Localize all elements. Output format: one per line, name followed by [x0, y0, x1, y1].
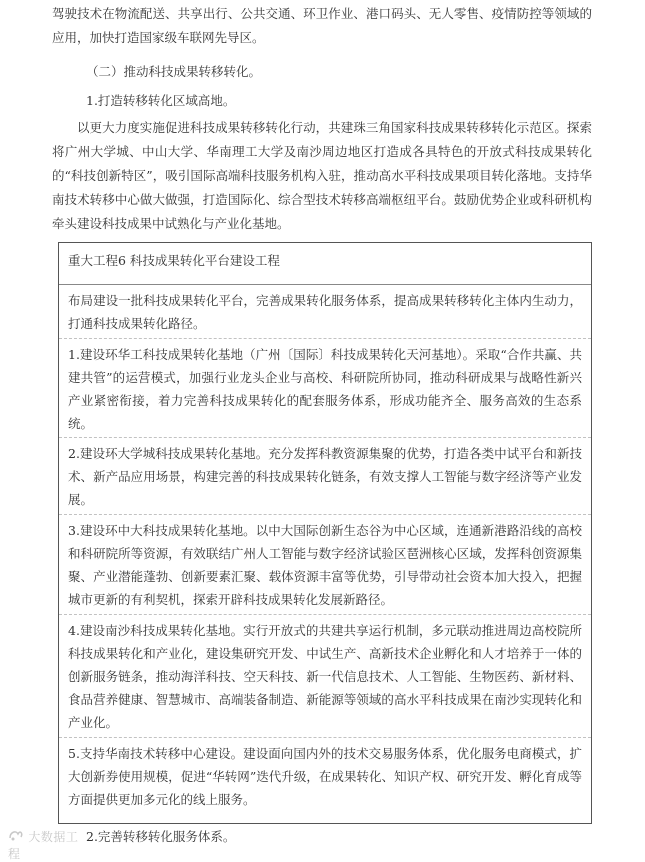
project-box: [58, 242, 592, 824]
top-paragraph: 驾驶技术在物流配送、共享出行、公共交通、环卫作业、港口码头、无人零售、疫情防控等领域的应用，加快打造国家级车联网先导区。: [52, 6, 592, 45]
watermark-text: 大数据工程: [8, 830, 79, 861]
project-row-intro: 布局建设一批科技成果转化平台，完善成果转化服务体系，提高成果转移转化主体内生动力，打通科技成果转化路径。: [59, 286, 591, 339]
project-row-5: 5.支持华南技术转移中心建设。建设面向国内外的技术交易服务体系，优化服务电商模式，扩大创新券使用规模，促进“华转网”迭代升级，在成果转化、知识产权、研究开发、孵化育成等方面提供更加多元化的线上服务。: [68, 746, 582, 807]
watermark-logo-icon: [8, 828, 24, 845]
watermark: [8, 828, 88, 861]
project-row-2: 2.建设环大学城科技成果转化基地。充分发挥科教资源集聚的优势，打造各类中试平台和新技术、新产品应用场景，构建完善的科技成果转化链条，有效支撑人工智能与数字经济等产业发展。: [59, 439, 591, 515]
section-heading: （二）推动科技成果转移转化。: [86, 64, 262, 79]
project-box-title: 重大工程6 科技成果转化平台建设工程: [59, 243, 591, 285]
project-row-3: 3.建设环中大科技成果转化基地。以中大国际创新生态谷为中心区域，连通新港路沿线的高校和科研院所等资源，有效联结广州人工智能与数字经济试验区琶洲核心区域，发挥科创资源集聚、产业潜能蓬勃、创新要素汇聚、载体资源丰富等优势，引导带动社会资本加大投入，把握城市更新的有利契机，探索开辟科技成果转化发展新路径。: [59, 516, 591, 615]
project-row-4: 4.建设南沙科技成果转化基地。实行开放式的共建共享运行机制，多元联动推进周边高校院所科技成果转化和产业化，建设集研究开发、中试生产、高新技术企业孵化和人才培养于一体的创新服务链条，推动海洋科技、空天科技、新一代信息技术、人工智能、生物医药、新材料、食品营养健康、智慧城市、高端装备制造、新能源等领域的高水平科技成果在南沙实现转化和产业化。: [59, 616, 591, 738]
main-paragraph: 以更大力度实施促进科技成果转移转化行动，共建珠三角国家科技成果转移转化示范区。探索将广州大学城、中山大学、华南理工大学及南沙周边地区打造成各具特色的开放式科技成果转化的“科技创新特区”，吸引国际高端科技服务机构入驻，推动高水平科技成果项目转化落地。支持华南技术转移中心做大做强，打造国际化、综合型技术转移高端枢纽平台。鼓励优势企业或科研机构牵头建设科技成果中试熟化与产业化基地。: [52, 120, 592, 231]
subsection-heading: 1.打造转移转化区域高地。: [86, 93, 236, 108]
bottom-heading: 2.完善转移转化服务体系。: [86, 829, 236, 844]
project-row-1: 1.建设环华工科技成果转化基地（广州〔国际〕科技成果转化天河基地）。采取“合作共赢、共建共管”的运营模式，加强行业龙头企业与高校、科研院所协同，推动科研成果与战略性新兴产业紧密衔接，着力完善科技成果转化的配套服务体系，形成功能齐全、服务高效的生态系统。: [59, 340, 591, 438]
